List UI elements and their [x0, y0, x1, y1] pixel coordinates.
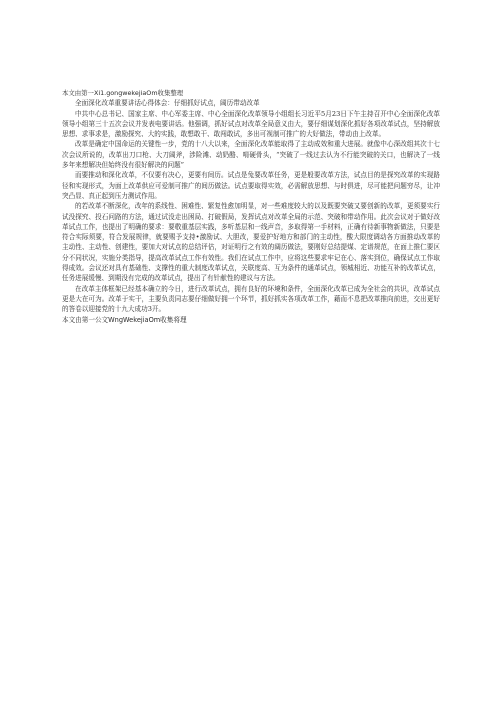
- paragraph-4: 的若改革不断深化，改年的系线性、困难性、繁复性愈加明显，对一些难度较大的以及既要突破又要创新的改革，更须要实行试没探究、投石问路的方法，通过试没走出困局、打破假局，发挥试点对改革全局的示范、突破和带动作用。此次会议对于做好改革试点工作，也提出了明确的要求：要敬重基层实践，多听基层和一线声音，多取得第一手材料，正确有待新事物新做法，只要是符合实际须要，符合发展规律，就要赐予支持•激励试、大胆改，要爱护好地方和部门的主动性，酸大限度调动各方面推动改革的主动性、主动性、创建性，要加大对试点的总结评估，对证明行之有效的阔历做法，要刚好总结提煤、定谱规范，在面上推仁要区分不同状况，实施分类指导，提高改革试点工作有效性。我们在试点工作中，应将这些要求牢记在心、落实到位，确保试点工作取得成效。会议还对具有基础性、支撑性的重大制度改革试点，关联度高、互为条件的通革试点，领城相近、功能互补的改革试点，任务进展缓慢、到期没有完成的改革试点，提出了有针献性的建议与方法。: [62, 202, 440, 283]
- source-footer: 本文由第一公文WngWekejiaOm收集将理: [62, 315, 187, 324]
- source-header: 本文由第一Xi1.gongwekejiaOm收集整理: [62, 89, 184, 97]
- paragraph-1: 中共中心总书记、国家主席、中心军委主席、中心全面深化改革领导小组组长习近平5月23日下午主持召开中心全面深化改革领导小组第三十五次会议并发表电要讲话。他强调，抓好试点对改革全局意义由大，要仔细谋划深化抓好各项改革试点，坚持解放思想、求事求是，激励探究、大的实践，敢想敢干、敢闯敢试，多出可视制可推广的大好做法，带动由上改革。: [62, 109, 440, 139]
- document-body: [62, 88, 440, 325]
- article-title: 全面深化改革重要讲话心得体会：仔细抓好试点，阔历带动改革: [75, 99, 260, 108]
- paragraph-2: 改革是确定中国命运的关键性一步，党的十八大以来，全面深化改革能取得了主动成效和重大进展。就像中心深改组其次十七次会议所说的，改革出刀口枪、大刀阔斧，涉险滩、动奶酪、啃硬骨头，“突破了一线过去认为不行能突破的关口，也解决了一线多年来想解决但始终没有很好解决的问题”: [62, 140, 440, 170]
- paragraph-5: 在改革主体框架已经基本确立的今日，进行改革试点，拥有良好的环境和条件，全面深化改革已成为全社会的共识，改革试点更是大在可为。改革于实干，主要负责同志要仔细做好拥一个环节，抓好抓实各项改革工作，藉而不息把改革推向前进，交出更好的答卷以迎接党的十九大成功3开。: [62, 284, 440, 314]
- paragraph-3: 而要推动和深化改革，不仅要有决心，更要有间历。试点是兔要改革任务，更是般要改革方法，试点目的是探究改革的实现路径和实现形式，为面上改革供应可爱制可推广的间历做法。试点要取得实效，必需解放思想、与时俱进，尽可能把问题穷尽，让冲突凸显、真正起到压力测试作用。: [62, 171, 440, 200]
